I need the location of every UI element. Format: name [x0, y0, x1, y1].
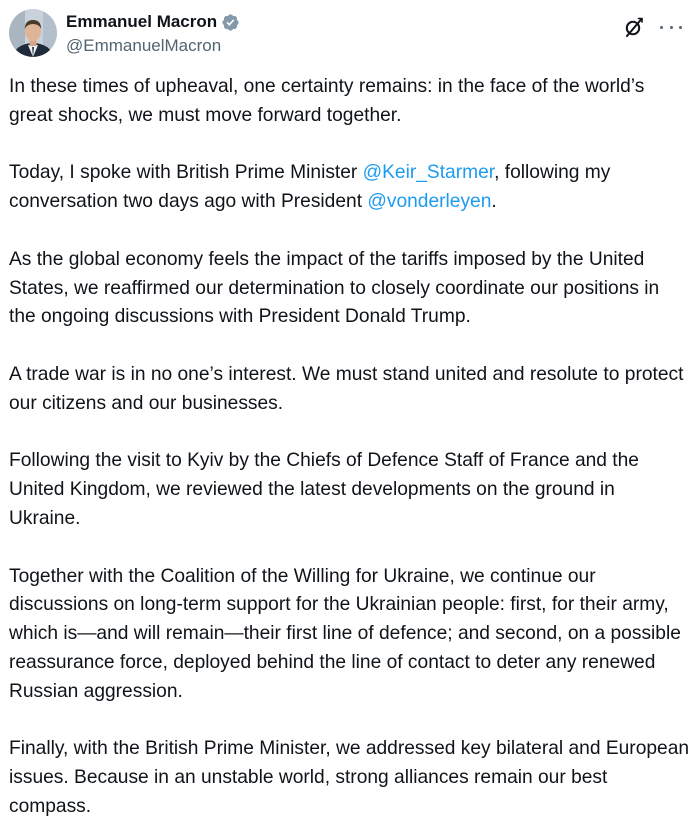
header-actions: [622, 15, 682, 39]
more-options-icon[interactable]: [660, 16, 682, 38]
post-paragraph-5: Following the visit to Kyiv by the Chiefs of Defence Staff of France and the United Kingdom, we reviewed the latest developments on the ground in Ukraine.: [9, 450, 639, 529]
paragraph-text: .: [491, 191, 497, 213]
post-paragraph-4: A trade war is in no one’s interest. We must stand united and resolute to protect our citizens and our businesses.: [9, 363, 684, 414]
mention-keir-starmer[interactable]: @Keir_Starmer: [362, 162, 495, 184]
profile-photo: [9, 9, 57, 57]
post-paragraph-1: In these times of upheaval, one certainty remains: in the face of the world’s great shocks, we must move forward together.: [9, 76, 645, 126]
post-paragraph-7: Finally, with the British Prime Minister, we addressed key bilateral and European issues. Because in an unstable world, strong alliances remain our best compass.: [9, 738, 690, 817]
verified-badge-icon: [221, 13, 240, 32]
avatar[interactable]: [9, 9, 57, 57]
paragraph-text: , following my conversation two days ago with President: [9, 162, 611, 213]
post-header: [9, 9, 682, 57]
handle[interactable]: @EmmanuelMacron: [66, 36, 222, 55]
name-row: [66, 11, 240, 33]
post-text: [9, 73, 691, 822]
dot: [670, 26, 673, 29]
post-paragraph-6: Together with the Coalition of the Willing for Ukraine, we continue our discussions on long-term support for the Ukrainian people: first, for their army, which is—and will remain—their first line of defence; and second, on a possible reassurance force, deployed behind the line of contact to deter any renewed Russian aggression.: [9, 565, 681, 702]
display-name[interactable]: Emmanuel Macron: [66, 12, 218, 31]
dot: [660, 26, 663, 29]
post-paragraph-3: As the global economy feels the impact of the tariffs imposed by the United States, we reaffirmed our determination to closely coordinate our positions in the ongoing discussions with President Donald Trump.: [9, 248, 660, 328]
grok-icon[interactable]: [622, 15, 646, 39]
dot: [679, 26, 682, 29]
author-info: [66, 11, 240, 56]
mention-vonderleyen[interactable]: @vonderleyen: [367, 191, 492, 213]
paragraph-text: Today, I spoke with British Prime Minister: [9, 162, 363, 184]
post-paragraph-2: [9, 159, 691, 217]
